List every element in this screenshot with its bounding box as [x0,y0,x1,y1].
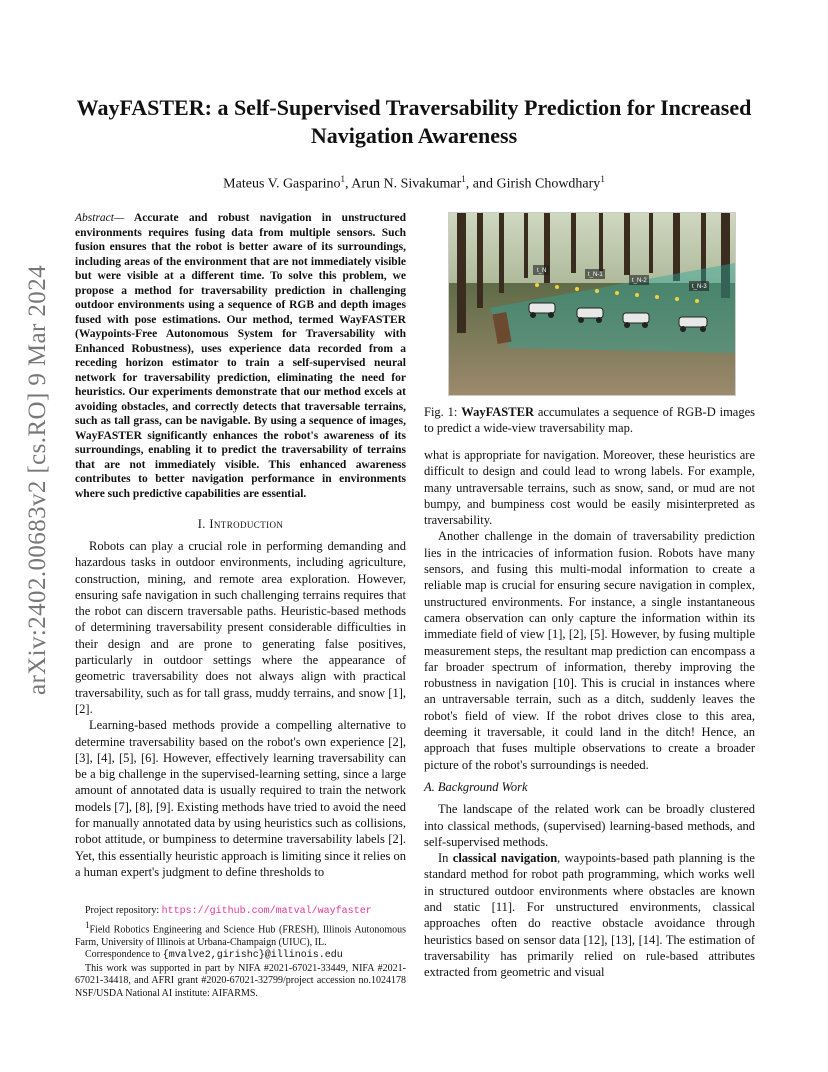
figure-1-image [448,212,736,396]
abstract-text: Accurate and robust navigation in unstructured environments requires fusing data from multiple sensors. Such fusion ensures that the robot is better aware of its surroundings, including areas of the environment that are not immediately visible but were visible at a different time. To solve this problem, we propose a method for traversability prediction in challenging outdoor environments using a sequence of RGB and depth images fused with pose estimations. Our method, termed WayFASTER (Waypoints-Free Autonomous System for Traversability with Enhanced Robustness), uses experience data recorded from a receding horizon estimator to train a self-supervised neural network for traversability prediction, eliminating the need for heuristics. Our experiments demonstrate that our method excels at avoiding obstacles, and correctly detects that traversable terrains, such as tall grass, can be navigable. By using a sequence of images, WayFASTER significantly enhances the robot's awareness of its surroundings, enabling it to predict the traversability of terrains that are not immediately visible. This enhanced awareness contributes to better navigation performance in environments where such predictive capabilities are essential. [75,212,407,500]
figure-label: t_N [537,268,547,274]
abstract-label: Abstract [75,212,114,224]
paragraph [424,850,755,980]
paragraph: what is appropriate for navigation. Moreover, these heuristics are difficult to design and could lead to wrong labels. For example, many untraversable terrains, such as snow, sand, or mud are not bumpy, and bumpiness cost would be easily misinterpreted as traversability. [424,448,755,528]
section-heading [75,516,406,532]
abstract: Abstract— Accurate and robust navigation in unstructured environments requires fusing data from multiple sensors. Such fusion ensures that the robot is better aware of its surroundings, including areas of the environment that are not immediately visible but were visible at a different time. To solve this problem, we propose a method for traversability prediction in challenging outdoor environments using a sequence of RGB and depth images fused with pose estimations. Our method, termed WayFASTER (Waypoints-Free Autonomous System for Traversability with Enhanced Robustness), uses experience data recorded from a receding horizon estimator to train a self-supervised neural network for traversability prediction, eliminating the need for heuristics. Our experiments demonstrate that our method excels at avoiding obstacles, and correctly detects that traversable terrains, such as tall grass, can be navigable. By using a sequence of images, WayFASTER significantly enhances the robot's awareness of its surroundings, enabling it to predict the traversability of terrains that are not immediately visible. This enhanced awareness contributes to better navigation performance in environments where such predictive capabilities are essential. [75,212,407,500]
intro-body [75,538,406,880]
subsection-heading: A. Background Work [424,779,528,794]
text-fragment: , waypoints-based path planning is the standard method for robot path programming, which works well in structured outdoor environments where obstacles are known and static [11]. For unstructured environments, classical approaches often do reactive obstacle avoidance through heuristics based on sensor data [12], [13], [14]. The estimation of traversability has primarily relied on rule-based attributes extracted from geometric and visual [424,851,755,980]
paragraph: Robots can play a crucial role in performing demanding and hazardous tasks in outdoor environments, including agriculture, construction, mining, and remote area exploration. However, ensuring safe navigation in such challenging terrains requires that the robot can discern traversable paths. Heuristic-based methods of determining traversability present considerable difficulties in their design and are prone to generating false positives, particularly in outdoor settings where the appearance of geometric traversability does not always align with practical traversability, such as for tall grass, muddy terrains, and snow [1], [2]. [75,539,406,716]
caption-method-name: WayFASTER [461,405,534,419]
footnotes [75,905,406,1000]
affiliation: Field Robotics Engineering and Science Hub (FRESH), Illinois Autonomous Farm, University of Illinois at Urbana-Champaign (UIUC), IL. [75,923,406,948]
repo-link[interactable]: https://github.com/matval/wayfaster [161,906,372,917]
section-title: Introduction [209,517,284,531]
paragraph: Learning-based methods provide a compelling alternative to determine traversability based on the robot's own experience [2], [3], [4], [5], [6]. However, effectively learning traversability can be a big challenge in the supervised-learning setting, since a large amount of annotated data is usually required to train the network models [7], [8], [9]. Existing methods have tried to avoid the need for manually annotated data by using heuristics such as collisions, robot attitude, or bumpiness to determine traversability labels [2]. Yet, this essentially heuristic approach is limiting since it relies on a human expert's judgment to define thresholds to [75,718,406,879]
figure-label: t_N-1 [588,272,603,278]
author-list: Mateus V. Gasparino$^1$, Arun N. Sivakumar$^1$, and Girish Chowdhary$^1$ [223,174,605,192]
paragraph: Another challenge in the domain of traversability prediction lies in the intricacies of information fusion. Robots have many sensors, and fusing this multi-modal information to create a reliable map is crucial for ensuring secure navigation in complex, unstructured environments. For instance, a single instantaneous camera observation can only capture the information within its immediate field of view [1], [2], [5]. However, by fusing multiple measurement steps, the resultant map prediction can encompass a far broader spectrum of information, thereby improving the robustness in navigation [10]. This is crucial in instances where an untraversable terrain, such as a ditch, suddenly leaves the robot's field of view. If the robot drives close to this area, deeming it traversable, it could land in the ditch! Hence, an approach that fuses multiple observations to create a broader picture of the robot's surroundings is needed. [424,529,755,772]
text-fragment: In [438,851,453,866]
emphasis: classical navigation [452,851,558,866]
forest-scene-illustration [449,213,735,395]
author-affil-sup: 1 [600,174,605,184]
author-name: Girish Chowdhary [496,176,601,192]
author-affil-sup: 1 [340,174,345,184]
paragraph: The landscape of the related work can be broadly clustered into classical methods, (supervised) learning-based methods, and self-supervised methods. [424,802,755,849]
figure-label: t_N-3 [692,284,707,290]
paper-title: WayFASTER: a Self-Supervised Traversability Prediction for Increased Navigation Awareness [76,95,752,148]
author-name: Mateus V. Gasparino [223,176,341,192]
section-number: I. [197,517,206,531]
figure-caption [424,404,755,436]
caption-label: Fig. 1: [424,405,458,419]
repo-label: Project repository: [85,905,162,916]
affil-sup: 1 [85,919,90,930]
correspondence-label: Correspondence to [85,949,163,961]
correspondence-email[interactable]: {mvalve2,girishc}@illinois.edu [162,950,343,962]
figure-label: t_N-2 [632,278,647,284]
funding-note: This work was supported in part by NIFA #2021-67021-33449, NIFA #2021-67021-34418, and AFRI grant #2020-67021-32799/project accession no.1024178 NSF/USDA National AI institute: AIFARMS. [75,962,406,999]
author-name: Arun N. Sivakumar [351,176,462,192]
right-body [424,447,755,981]
caption-text: accumulates a sequence of RGB-D images to predict a wide-view traversability map. [424,405,756,435]
arxiv-id: arXiv:2402.00683v2 [cs.RO] 9 Mar 2024 [24,264,51,696]
author-affil-sup: 1 [461,174,466,184]
